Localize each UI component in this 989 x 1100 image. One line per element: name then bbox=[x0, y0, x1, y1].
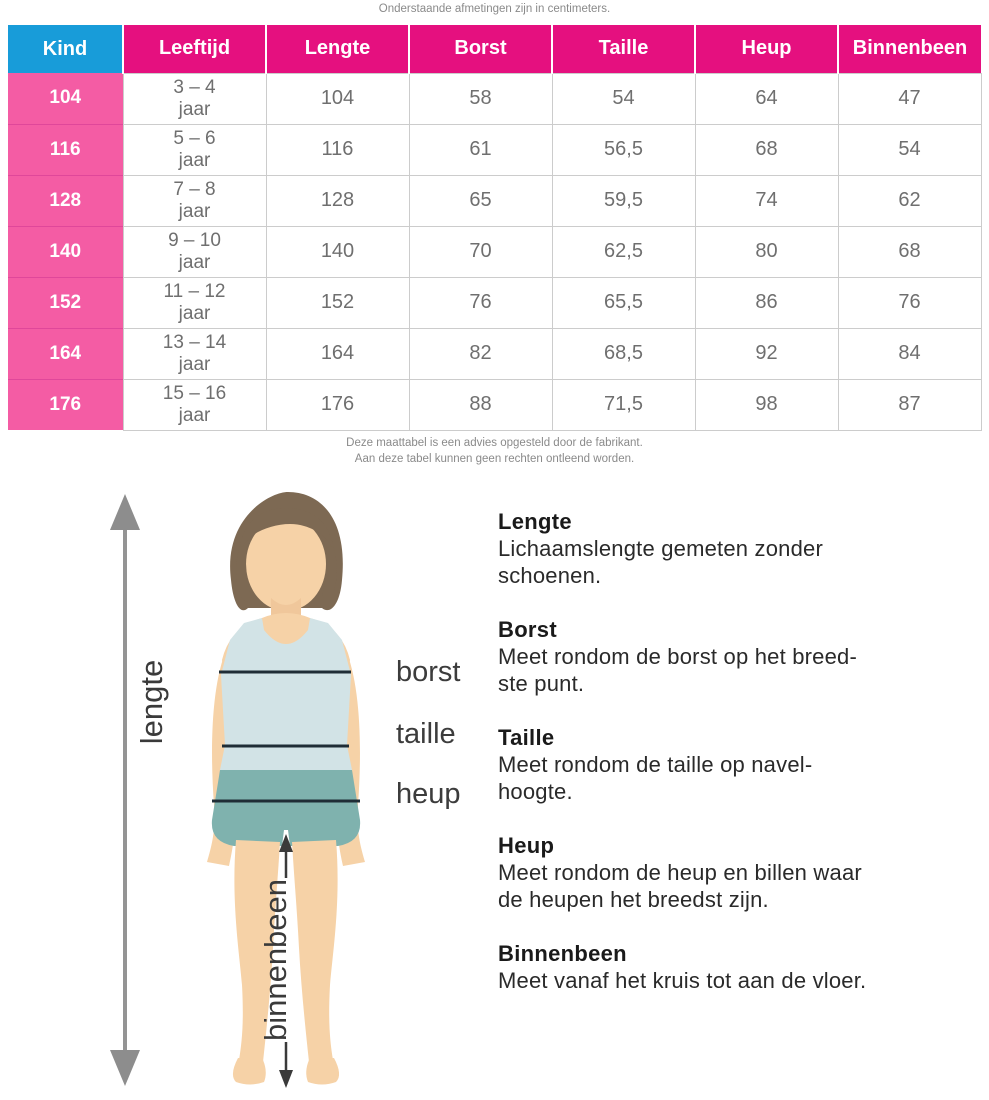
definition-line: Lichaamslengte gemeten zonder bbox=[498, 536, 824, 561]
cell-binnenbeen: 54 bbox=[838, 124, 981, 175]
cell-heup: 80 bbox=[695, 226, 838, 277]
table-row bbox=[8, 175, 981, 226]
definition-line: ste punt. bbox=[498, 671, 585, 696]
cell-leeftijd: 3 – 4 jaar bbox=[123, 73, 266, 124]
cell-heup: 92 bbox=[695, 328, 838, 379]
table-row bbox=[8, 226, 981, 277]
cell-taille: 65,5 bbox=[552, 277, 695, 328]
column-header-kind: Kind bbox=[8, 25, 123, 73]
table-row bbox=[8, 73, 981, 124]
definition-line: de heupen het breedst zijn. bbox=[498, 887, 769, 912]
cell-binnenbeen: 76 bbox=[838, 277, 981, 328]
child-figure-illustration bbox=[90, 480, 490, 1100]
cell-lengte: 152 bbox=[266, 277, 409, 328]
definition-term: Borst bbox=[498, 617, 557, 642]
definition-line: Meet rondom de taille op navel- bbox=[498, 752, 813, 777]
table-row bbox=[8, 277, 981, 328]
definition-block bbox=[498, 724, 968, 805]
cell-leeftijd: 9 – 10 jaar bbox=[123, 226, 266, 277]
column-header-leeftijd: Leeftijd bbox=[123, 25, 266, 73]
inseam-label: binnenbeen bbox=[258, 878, 293, 1042]
definition-term: Taille bbox=[498, 725, 555, 750]
cell-taille: 71,5 bbox=[552, 379, 695, 430]
size-table bbox=[8, 25, 982, 431]
cell-leeftijd: 15 – 16 jaar bbox=[123, 379, 266, 430]
cell-lengte: 128 bbox=[266, 175, 409, 226]
disclaimer-line-1: Deze maattabel is een advies opgesteld door de fabrikant. bbox=[346, 437, 643, 449]
column-header-binnenbeen: Binnenbeen bbox=[838, 25, 981, 73]
definition-block bbox=[498, 832, 968, 913]
column-header-taille: Taille bbox=[552, 25, 695, 73]
column-header-lengte: Lengte bbox=[266, 25, 409, 73]
table-header-row bbox=[8, 25, 981, 73]
column-header-borst: Borst bbox=[409, 25, 552, 73]
cell-lengte: 116 bbox=[266, 124, 409, 175]
cell-binnenbeen: 84 bbox=[838, 328, 981, 379]
definition-line: schoenen. bbox=[498, 563, 602, 588]
cell-taille: 68,5 bbox=[552, 328, 695, 379]
cell-heup: 68 bbox=[695, 124, 838, 175]
definition-term: Lengte bbox=[498, 509, 572, 534]
definition-line: Meet rondom de borst op het breed- bbox=[498, 644, 858, 669]
cell-borst: 82 bbox=[409, 328, 552, 379]
cell-lengte: 104 bbox=[266, 73, 409, 124]
definition-term: Binnenbeen bbox=[498, 941, 627, 966]
cell-taille: 62,5 bbox=[552, 226, 695, 277]
definition-term: Heup bbox=[498, 833, 555, 858]
cell-binnenbeen: 62 bbox=[838, 175, 981, 226]
size-table-body bbox=[8, 73, 981, 430]
definition-block bbox=[498, 616, 968, 697]
cell-binnenbeen: 47 bbox=[838, 73, 981, 124]
cell-kind: 128 bbox=[8, 175, 123, 226]
definitions bbox=[498, 508, 968, 1021]
units-caption: Onderstaande afmetingen zijn in centimeters. bbox=[378, 3, 611, 15]
cell-leeftijd: 7 – 8 jaar bbox=[123, 175, 266, 226]
cell-kind: 152 bbox=[8, 277, 123, 328]
definition-block bbox=[498, 940, 968, 994]
definition-line: Meet vanaf het kruis tot aan de vloer. bbox=[498, 968, 867, 993]
table-row bbox=[8, 379, 981, 430]
cell-borst: 58 bbox=[409, 73, 552, 124]
definition-line: hoogte. bbox=[498, 779, 573, 804]
cell-lengte: 176 bbox=[266, 379, 409, 430]
cell-taille: 54 bbox=[552, 73, 695, 124]
cell-taille: 56,5 bbox=[552, 124, 695, 175]
chest-label: borst bbox=[396, 656, 461, 688]
height-label: lengte bbox=[134, 659, 169, 745]
cell-kind: 140 bbox=[8, 226, 123, 277]
waist-label: taille bbox=[396, 718, 456, 750]
cell-kind: 164 bbox=[8, 328, 123, 379]
cell-borst: 61 bbox=[409, 124, 552, 175]
height-arrow bbox=[110, 494, 140, 1086]
cell-binnenbeen: 87 bbox=[838, 379, 981, 430]
cell-lengte: 164 bbox=[266, 328, 409, 379]
cell-binnenbeen: 68 bbox=[838, 226, 981, 277]
cell-kind: 104 bbox=[8, 73, 123, 124]
cell-leeftijd: 5 – 6 jaar bbox=[123, 124, 266, 175]
cell-lengte: 140 bbox=[266, 226, 409, 277]
table-row bbox=[8, 328, 981, 379]
hip-label: heup bbox=[396, 778, 461, 810]
cell-borst: 76 bbox=[409, 277, 552, 328]
cell-taille: 59,5 bbox=[552, 175, 695, 226]
cell-heup: 74 bbox=[695, 175, 838, 226]
definition-line: Meet rondom de heup en billen waar bbox=[498, 860, 862, 885]
cell-borst: 65 bbox=[409, 175, 552, 226]
cell-leeftijd: 11 – 12 jaar bbox=[123, 277, 266, 328]
cell-leeftijd: 13 – 14 jaar bbox=[123, 328, 266, 379]
table-row bbox=[8, 124, 981, 175]
column-header-heup: Heup bbox=[695, 25, 838, 73]
definition-block bbox=[498, 508, 968, 589]
cell-heup: 86 bbox=[695, 277, 838, 328]
cell-kind: 116 bbox=[8, 124, 123, 175]
cell-kind: 176 bbox=[8, 379, 123, 430]
cell-borst: 70 bbox=[409, 226, 552, 277]
measurement-diagram bbox=[0, 480, 989, 1100]
cell-borst: 88 bbox=[409, 379, 552, 430]
cell-heup: 98 bbox=[695, 379, 838, 430]
cell-heup: 64 bbox=[695, 73, 838, 124]
table-disclaimer bbox=[0, 436, 989, 467]
disclaimer-line-2: Aan deze tabel kunnen geen rechten ontleend worden. bbox=[354, 452, 635, 465]
